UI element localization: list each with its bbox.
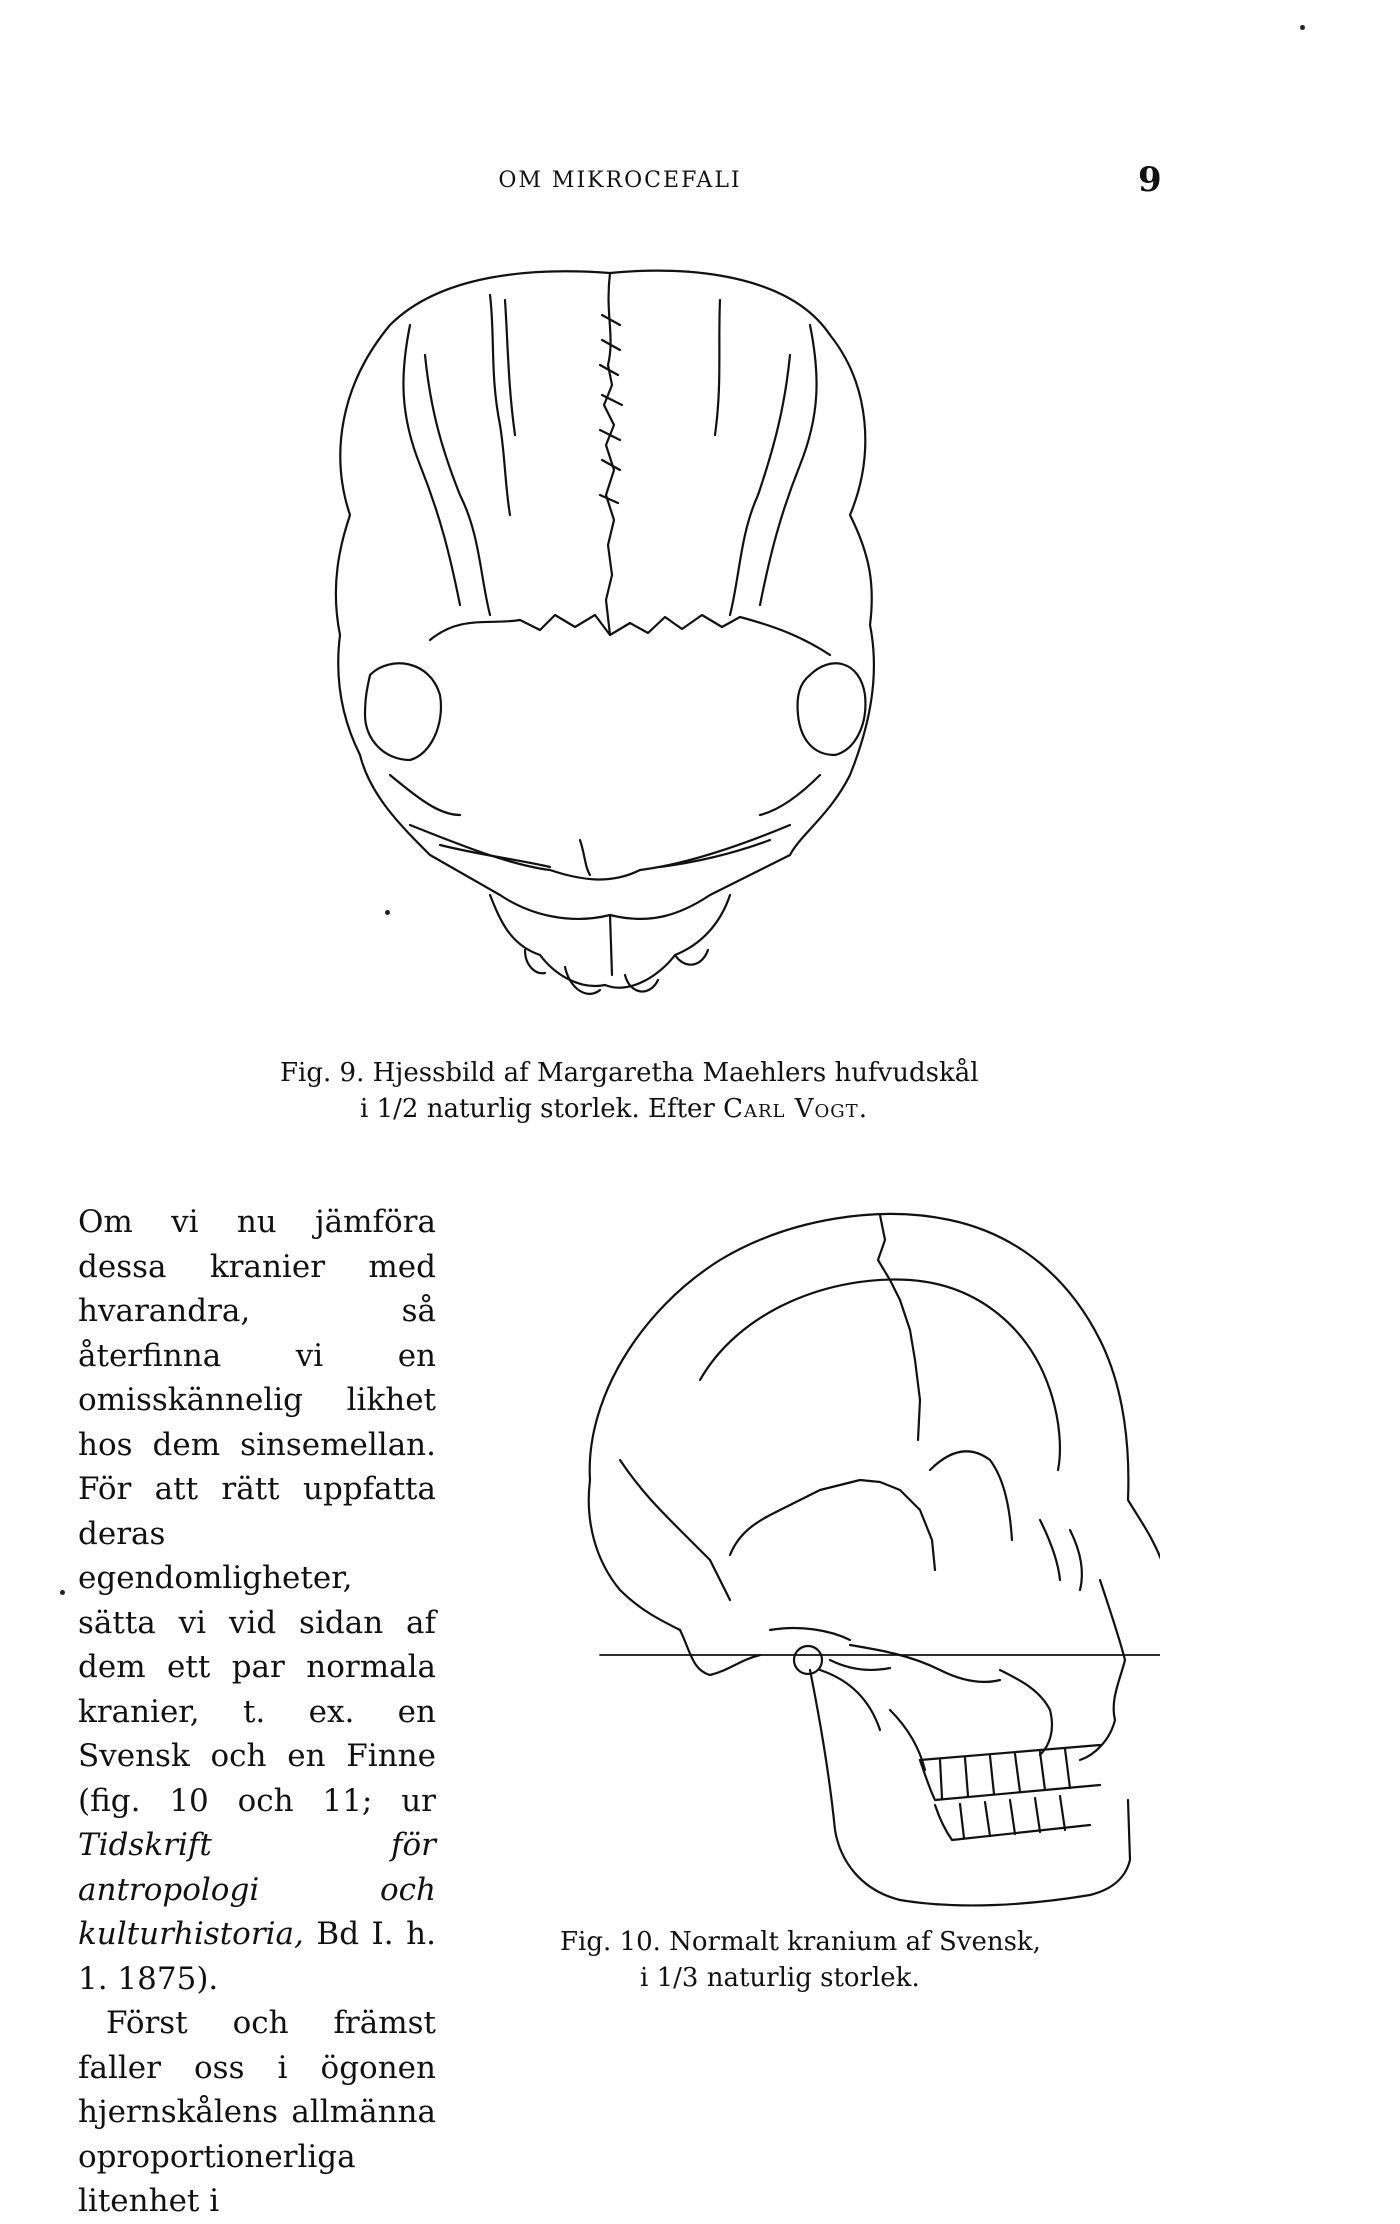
figure-9-caption-line2 bbox=[280, 1091, 1000, 1127]
paragraph-1-start: Om vi nu jämföra dessa kranier med hvarandra, så återfinna vi en omisskännelig likhet hos dem sinsemellan. För att rätt uppfatta deras egendomligheter, sätta vi vid sidan af dem ett par normala kranier, t. ex. en Svensk och en Finne (fig. 10 och 11; ur bbox=[78, 1204, 436, 1819]
figure-10-scale-fraction: 1/3 bbox=[656, 1963, 699, 1993]
figure-9-scale-fraction: 1/2 bbox=[376, 1094, 419, 1124]
figure-9-caption-line1: Fig. 9. Hjessbild af Margaretha Maehlers hufvudskål bbox=[280, 1058, 979, 1088]
figure-9-caption-mid: naturlig storlek. Efter bbox=[418, 1094, 724, 1124]
figure-10-caption-line1: Fig. 10. Normalt kranium af Svensk, bbox=[560, 1927, 1041, 1957]
body-text bbox=[78, 1200, 436, 2224]
figure-10-caption-line2 bbox=[560, 1960, 1080, 1996]
print-speck bbox=[1300, 25, 1305, 30]
figure-10-caption-prefix: i bbox=[640, 1963, 657, 1993]
print-speck bbox=[60, 1590, 65, 1595]
print-speck bbox=[385, 910, 390, 915]
figure-10-caption-end: naturlig storlek. bbox=[698, 1963, 920, 1993]
figure-9-caption bbox=[280, 1055, 1000, 1127]
figure-9-skull-top-view bbox=[330, 255, 890, 1025]
page-number: 9 bbox=[1138, 160, 1162, 200]
figure-10-caption bbox=[560, 1924, 1080, 1996]
figure-10-skull-side-view bbox=[580, 1200, 1160, 1920]
figure-9-caption-prefix: i bbox=[360, 1094, 377, 1124]
paragraph-1 bbox=[78, 1200, 436, 2001]
running-head: OM MIKROCEFALI bbox=[498, 168, 742, 193]
paragraph-1-end: Bd I. h. 1. 1875). bbox=[78, 1916, 436, 1997]
paragraph-1-journal-title: Tidskrift för antropologi och kulturhistoria, bbox=[78, 1827, 436, 1952]
paragraph-2: Först och främst faller oss i ögonen hjernskålens allmänna oproportionerliga litenhet i bbox=[78, 2005, 436, 2219]
figure-9-caption-author: Carl Vogt. bbox=[723, 1094, 868, 1124]
